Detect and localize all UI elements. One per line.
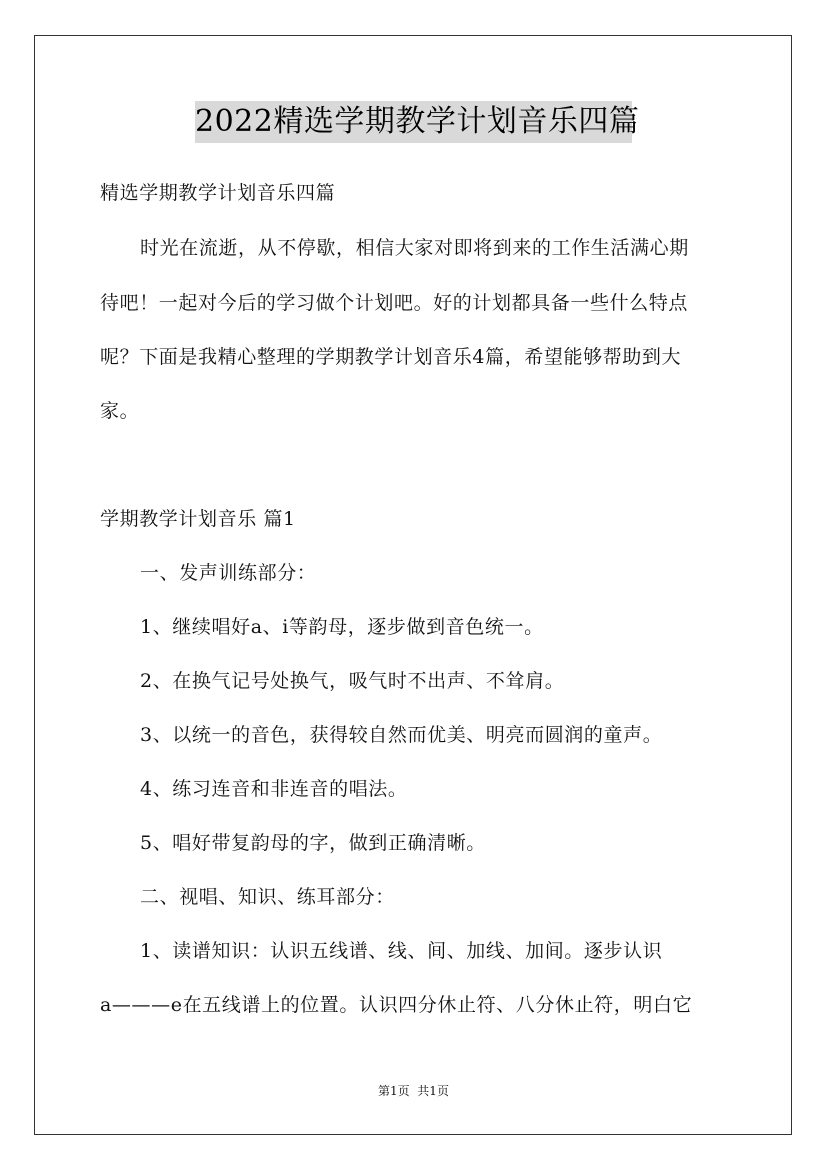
section-item: 4、练习连音和非连音的唱法。 [140, 778, 408, 800]
section-item: 3、以统一的音色，获得较自然而优美、明亮而圆润的童声。 [140, 724, 663, 746]
document-subtitle: 精选学期教学计划音乐四篇 [100, 182, 336, 204]
continuation-line: a———e在五线谱上的位置。认识四分休止符、八分休止符，明白它 [100, 994, 693, 1016]
section-item: 二、视唱、知识、练耳部分： [140, 886, 395, 908]
section-heading: 学期教学计划音乐 篇1 [100, 508, 296, 530]
section-item: 5、唱好带复韵母的字，做到正确清晰。 [140, 832, 486, 854]
section-item: 一、发声训练部分： [140, 562, 317, 584]
intro-line-4: 家。 [100, 400, 140, 422]
intro-line-1: 时光在流逝，从不停歇，相信大家对即将到来的工作生活满心期 [140, 237, 689, 259]
page-number-footer: 第1页 共1页 [378, 1084, 449, 1098]
intro-line-2: 待吧！一起对今后的学习做个计划吧。好的计划都具备一些什么特点 [100, 292, 689, 314]
section-item: 2、在换气记号处换气，吸气时不出声、不耸肩。 [140, 670, 565, 692]
intro-line-3: 呢？下面是我精心整理的学期教学计划音乐4篇，希望能够帮助到大 [100, 346, 682, 368]
section-item: 1、读谱知识：认识五线谱、线、间、加线、加间。逐步认识 [140, 940, 663, 962]
section-item: 1、继续唱好a、i等韵母，逐步做到音色统一。 [140, 616, 544, 638]
document-title: 2022精选学期教学计划音乐四篇 [195, 101, 632, 143]
